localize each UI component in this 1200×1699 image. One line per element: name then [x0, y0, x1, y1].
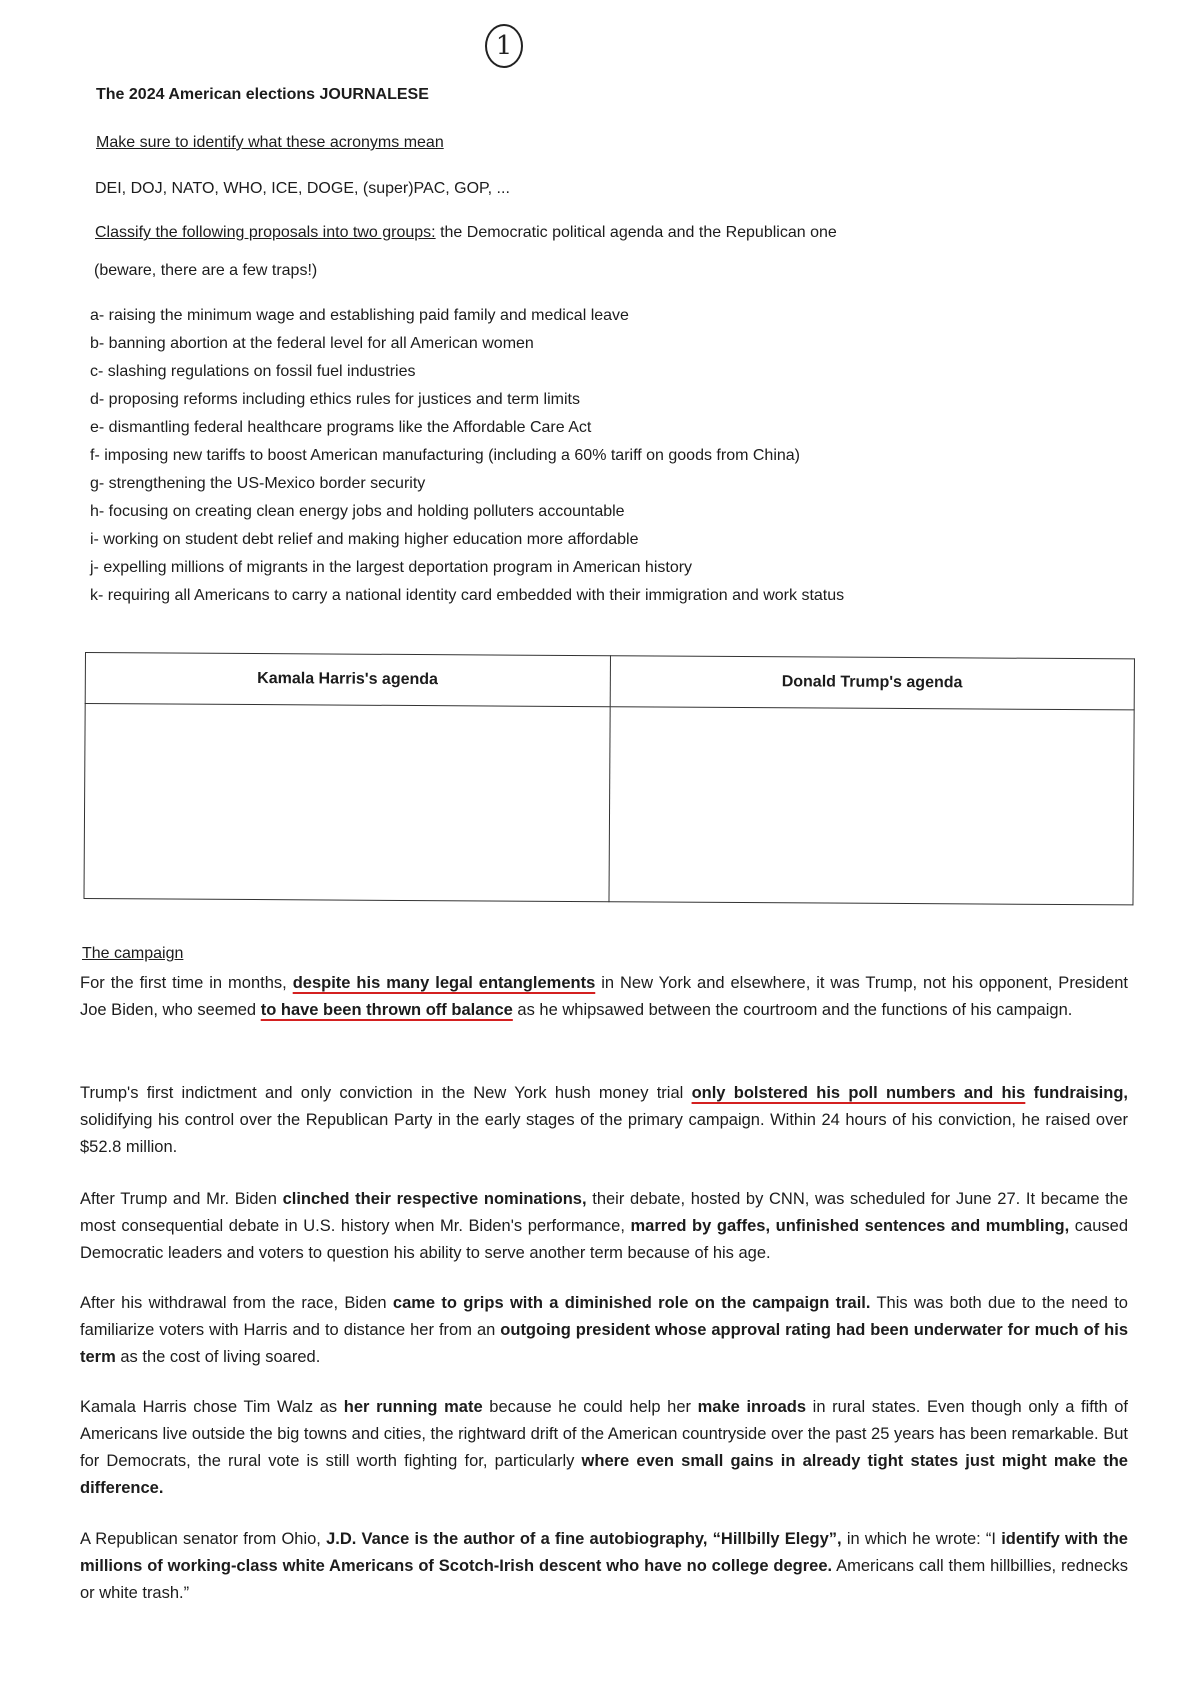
bold-phrase: came to grips with a diminished role on the campaign trail. — [392, 1294, 871, 1312]
proposal-item: b- banning abortion at the federal level for all American women — [90, 335, 534, 352]
paragraph-vance — [80, 1526, 1128, 1607]
paragraph-legal-entanglements — [80, 970, 1128, 1024]
text-span: as the cost of living soared. — [115, 1348, 321, 1366]
bold-phrase: clinched their respective nominations, — [282, 1190, 587, 1208]
paragraph-debate — [80, 1186, 1128, 1267]
proposal-item: e- dismantling federal healthcare programs like the Affordable Care Act — [90, 419, 592, 436]
bold-phrase: identify with the millions of working-class white Americans of Scotch-Irish descent who have no college degree. — [80, 1530, 1128, 1575]
proposals-list — [90, 302, 844, 610]
proposal-item: k- requiring all Americans to carry a national identity card embedded with their immigration and work status — [90, 587, 845, 604]
acronyms-instruction: Make sure to identify what these acronyms mean — [96, 134, 444, 151]
bold-phrase: her running mate — [343, 1398, 483, 1416]
page-number: 1 — [495, 31, 513, 61]
text-span: After Trump and Mr. Biden — [80, 1190, 283, 1208]
text-span: Trump's first indictment and only conviction in the New York hush money trial — [80, 1084, 692, 1102]
proposal-item: i- working on student debt relief and making higher education more affordable — [90, 531, 639, 548]
proposal-item: a- raising the minimum wage and establishing paid family and medical leave — [90, 307, 629, 324]
text-span: in which he wrote: “I — [841, 1530, 1002, 1548]
bold-phrase: marred by gaffes, unfinished sentences and mumbling, — [630, 1217, 1070, 1235]
page-number-circle — [485, 24, 523, 68]
classify-instruction — [95, 224, 837, 242]
proposal-item: d- proposing reforms including ethics rules for justices and term limits — [90, 391, 580, 408]
bold-phrase: make inroads — [697, 1398, 807, 1416]
bold-phrase: where even small gains in already tight states just might make the difference. — [80, 1452, 1128, 1497]
proposal-item: j- expelling millions of migrants in the largest deportation program in American history — [90, 559, 693, 576]
text-span: For the first time in months, — [80, 974, 293, 992]
harris-agenda-header: Kamala Harris's agenda — [85, 653, 610, 707]
highlighted-phrase: to have been thrown off balance — [260, 1001, 513, 1019]
bold-phrase: fundraising, — [1025, 1084, 1129, 1102]
text-span: solidifying his control over the Republican Party in the early stages of the primary campaign. Within 24 hours of his conviction, he raised over $52.8 million. — [80, 1111, 1128, 1156]
text-span: their debate, hosted by CNN, was scheduled for June 27. It became the most consequential debate in U.S. history when Mr. Biden's performance, — [80, 1190, 1129, 1235]
bold-phrase: J.D. Vance is the author of a fine autobiography, “Hillbilly Elegy”, — [326, 1530, 842, 1548]
classify-instruction-underlined: Classify the following proposals into two groups: — [95, 224, 436, 241]
harris-agenda-cell[interactable] — [84, 704, 610, 902]
proposal-item: f- imposing new tariffs to boost American manufacturing (including a 60% tariff on goods from China) — [90, 447, 800, 464]
acronyms-list: DEI, DOJ, NATO, WHO, ICE, DOGE, (super)PAC, GOP, ... — [95, 180, 510, 197]
text-span: Americans call them hillbillies, rednecks or white trash.” — [80, 1557, 1128, 1602]
text-span: in New York and elsewhere, it was Trump, not his opponent, President Joe Biden, who seemed — [80, 974, 1129, 1019]
text-span: A Republican senator from Ohio, — [80, 1530, 327, 1548]
campaign-heading: The campaign — [82, 945, 184, 962]
paragraph-withdrawal — [80, 1290, 1128, 1371]
document-title: The 2024 American elections JOURNALESE — [96, 86, 429, 103]
paragraph-conviction — [80, 1080, 1128, 1161]
text-span: After his withdrawal from the race, Biden — [80, 1294, 393, 1312]
paragraph-running-mate — [80, 1394, 1128, 1502]
text-span: caused Democratic leaders and voters to question his ability to serve another term because of his age. — [80, 1217, 1128, 1262]
proposal-item: c- slashing regulations on fossil fuel industries — [90, 363, 416, 380]
proposal-item: g- strengthening the US-Mexico border security — [90, 475, 426, 492]
text-span: This was both due to the need to familiarize voters with Harris and to distance her from an — [80, 1294, 1128, 1339]
highlighted-phrase: only bolstered his poll numbers and his — [691, 1084, 1026, 1102]
classify-instruction-rest: the Democratic political agenda and the Republican one — [435, 224, 837, 241]
classify-note: (beware, there are a few traps!) — [94, 262, 318, 279]
bold-phrase: outgoing president whose approval rating had been underwater for much of his term — [80, 1321, 1129, 1366]
text-span: because he could help her — [482, 1398, 698, 1416]
agenda-table — [83, 652, 1134, 905]
text-span: Kamala Harris chose Tim Walz as — [80, 1398, 344, 1416]
proposal-item: h- focusing on creating clean energy jobs and holding polluters accountable — [90, 503, 625, 520]
text-span: in rural states. Even though only a fifth of Americans live outside the big towns and cities, the rightward drift of the American countryside over the past 25 years has been remarkable. But for Democrats, the rural vote is still worth fighting for, particularly — [80, 1398, 1129, 1470]
text-span: as he whipsawed between the courtroom and the functions of his campaign. — [512, 1001, 1073, 1019]
trump-agenda-cell[interactable] — [608, 707, 1134, 905]
trump-agenda-header: Donald Trump's agenda — [610, 656, 1135, 710]
highlighted-phrase: despite his many legal entanglements — [292, 974, 596, 992]
